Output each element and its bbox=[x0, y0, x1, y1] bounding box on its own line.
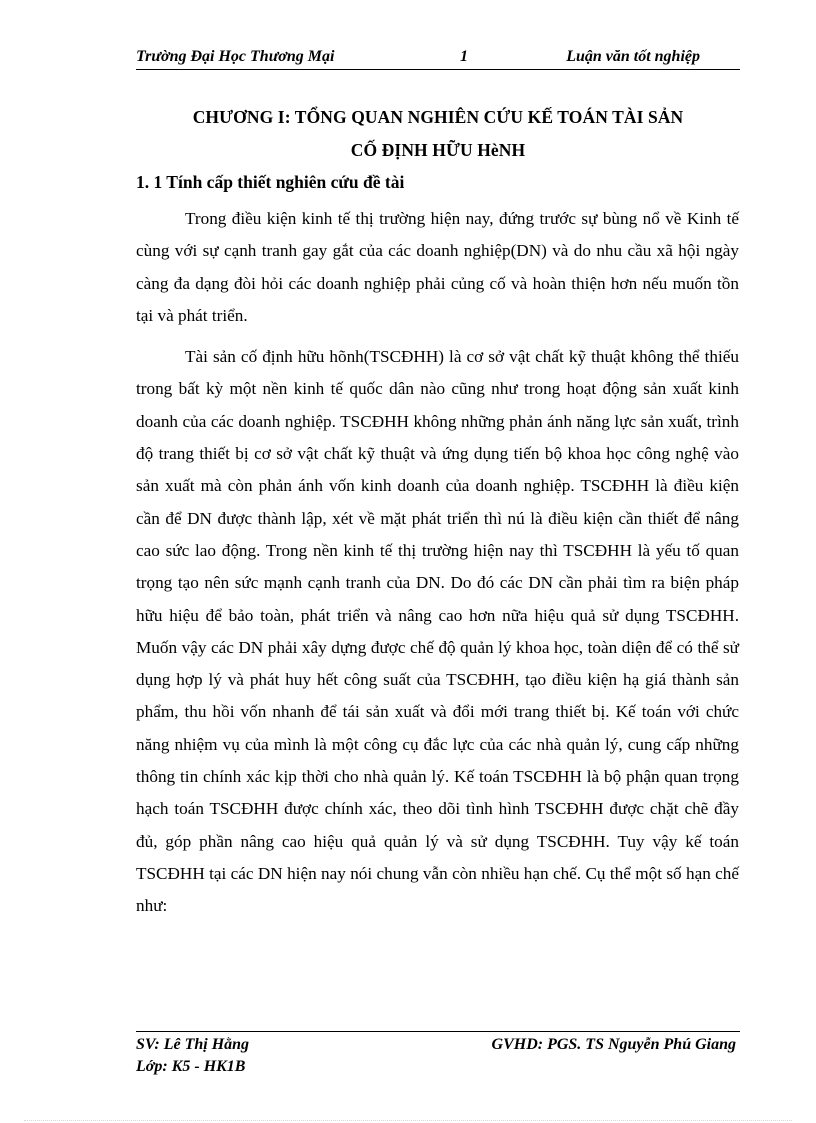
chapter-title-line2: CỐ ĐỊNH HỮU HèNH bbox=[350, 140, 526, 160]
body-text bbox=[136, 203, 739, 923]
footer-divider bbox=[136, 1031, 740, 1032]
footer-supervisor: GVHD: PGS. TS Nguyễn Phú Giang bbox=[491, 1036, 736, 1053]
chapter-title-line1: CHƯƠNG I: TỔNG QUAN NGHIÊN CỨU KẾ TOÁN TÀI SẢN bbox=[192, 107, 684, 127]
section-heading: 1. 1 Tính cấp thiết nghiên cứu đề tài bbox=[136, 172, 405, 192]
paragraph-2: Tài sản cố định hữu hõnh(TSCĐHH) là cơ sở vật chất kỹ thuật không thể thiếu trong bất kỳ một nền kinh tế quốc dân nào cũng như trong hoạt động sản xuất kinh doanh của các doanh nghiệp. TSCĐHH không những phản ánh năng lực sản xuất, trình độ trang thiết bị cơ sở vật chất kỹ thuật và ứng dụng tiến bộ khoa học công nghệ vào sản xuất mà còn phản ánh vốn kinh doanh của doanh nghiệp. TSCĐHH là điều kiện cần để DN được thành lập, xét về mặt phát triển thì nú là điều kiện cần thiết để nâng cao sức lao động. Trong nền kinh tế thị trường hiện nay thì TSCĐHH là yếu tố quan trọng tạo nên sức mạnh cạnh tranh của DN. Do đó các DN cần phải tìm ra biện pháp hữu hiệu để bảo toàn, phát triển và nâng cao hơn nữa hiệu quả sử dụng TSCĐHH. Muốn vậy các DN phải xây dựng được chế độ quản lý khoa học, toàn diện để có thể sử dụng hợp lý và phát huy hết công suất của TSCĐHH, tạo điều kiện hạ giá thành sản phẩm, thu hồi vốn nhanh để tái sản xuất và đổi mới trang thiết bị. Kế toán với chức năng nhiệm vụ của mình là một công cụ đắc lực của các nhà quản lý, cung cấp những thông tin chính xác kịp thời cho nhà quản lý. Kế toán TSCĐHH là bộ phận quan trọng hạch toán TSCĐHH được chính xác, theo dõi tình hình TSCĐHH được chặt chẽ đầy đủ, góp phần nâng cao hiệu quả quản lý và sử dụng TSCĐHH. Tuy vậy kế toán TSCĐHH tại các DN hiện nay nói chung vẫn còn nhiều hạn chế. Cụ thể một số hạn chế như: bbox=[136, 347, 739, 916]
footer-line1 bbox=[136, 1036, 740, 1054]
footer-student: SV: Lê Thị Hằng bbox=[136, 1036, 250, 1053]
footer-line2 bbox=[136, 1058, 740, 1076]
header-document-type: Luận văn tốt nghiệp bbox=[566, 48, 700, 65]
page-header bbox=[136, 48, 740, 68]
header-university: Trường Đại Học Thương Mại bbox=[136, 48, 335, 65]
header-divider bbox=[136, 69, 740, 70]
paragraph-1: Trong điều kiện kinh tế thị trường hiện nay, đứng trước sự bùng nổ về Kinh tế cùng với sự cạnh tranh gay gắt của các doanh nghiệp(DN) và do nhu cầu xã hội ngày càng đa dạng đòi hỏi các doanh nghiệp phải củng cố và hoàn thiện hơn nếu muốn tồn tại và phát triển. bbox=[136, 209, 739, 325]
footer-class: Lớp: K5 - HK1B bbox=[136, 1058, 246, 1075]
header-page-number: 1 bbox=[460, 48, 468, 65]
page-edge-divider bbox=[24, 1120, 792, 1121]
